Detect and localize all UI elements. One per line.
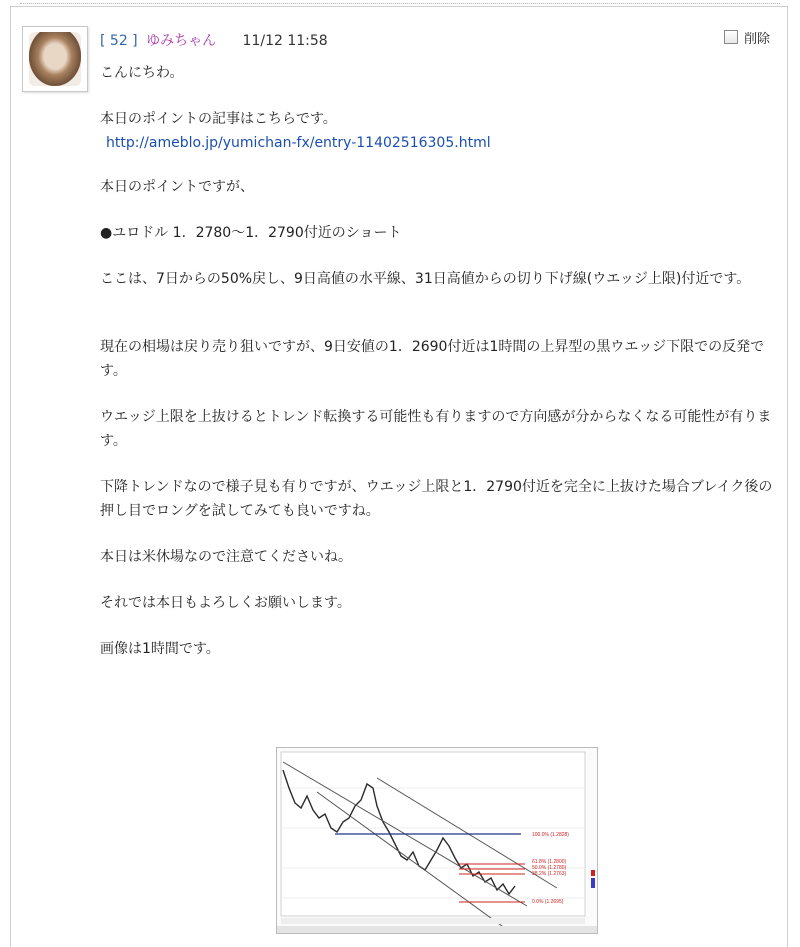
chart-screenshot[interactable] xyxy=(276,747,598,934)
point-intro-text: 本日のポイントですが、 xyxy=(100,179,254,195)
delete-checkbox[interactable] xyxy=(724,30,738,44)
comment-body xyxy=(100,61,780,683)
article-intro-text: 本日のポイントの記事はこちらです。 xyxy=(100,111,337,127)
closing-text: それでは本日もよろしくお願いします。 xyxy=(100,595,351,611)
fib-label-50: 50.0% (1.2780) xyxy=(532,865,567,871)
breakout-text: ウエッジ上限を上抜けるとトレンド転換する可能性も有りますので方向感が分からなくなる可能性が有ります。 xyxy=(100,409,772,449)
fib-label-0: 0.0% (1.2695) xyxy=(532,899,564,905)
article-paragraph xyxy=(100,107,780,155)
comment-timestamp: 11/12 11:58 xyxy=(242,33,328,49)
image-note-text: 画像は1時間です。 xyxy=(100,641,220,657)
fib-label-618: 61.8% (1.2800) xyxy=(532,859,567,865)
long-idea-text: 下降トレンドなので様子見も有りですが、ウエッジ上限と1．2790付近を完全に上抜けた場合ブレイク後の押し目でロングを試してみても良いですね。 xyxy=(100,479,773,519)
fib-label-382: 38.2% (1.2763) xyxy=(532,871,567,877)
article-link[interactable]: http://ameblo.jp/yumichan-fx/entry-11402516305.html xyxy=(106,135,491,151)
fib-label-100: 100.0% (1.2828) xyxy=(532,832,569,838)
avatar[interactable] xyxy=(22,26,88,92)
greeting-text: こんにちわ。 xyxy=(100,65,184,81)
comment-header xyxy=(100,30,328,50)
avatar-photo xyxy=(29,32,81,86)
trade-text: ●ユロドル 1．2780～1．2790付近のショート xyxy=(100,225,402,241)
market-text: 現在の相場は戻り売り狙いですが、9日安値の1．2690付近は1時間の上昇型の黒ウエッジ下限での反発です。 xyxy=(100,339,765,379)
top-divider xyxy=(20,3,780,4)
holiday-text: 本日は米休場なので注意てくださいね。 xyxy=(100,549,352,565)
comment-number: [ 52 ] xyxy=(100,33,138,49)
chart-screenshot-image xyxy=(277,748,597,933)
reason-text: ここは、7日からの50%戻し、9日高値の水平線、31日高値からの切り下げ線(ウエッジ上限)付近です。 xyxy=(100,271,751,287)
delete-label: 削除 xyxy=(744,32,771,47)
author-link[interactable]: ゆみちゃん xyxy=(146,33,217,49)
